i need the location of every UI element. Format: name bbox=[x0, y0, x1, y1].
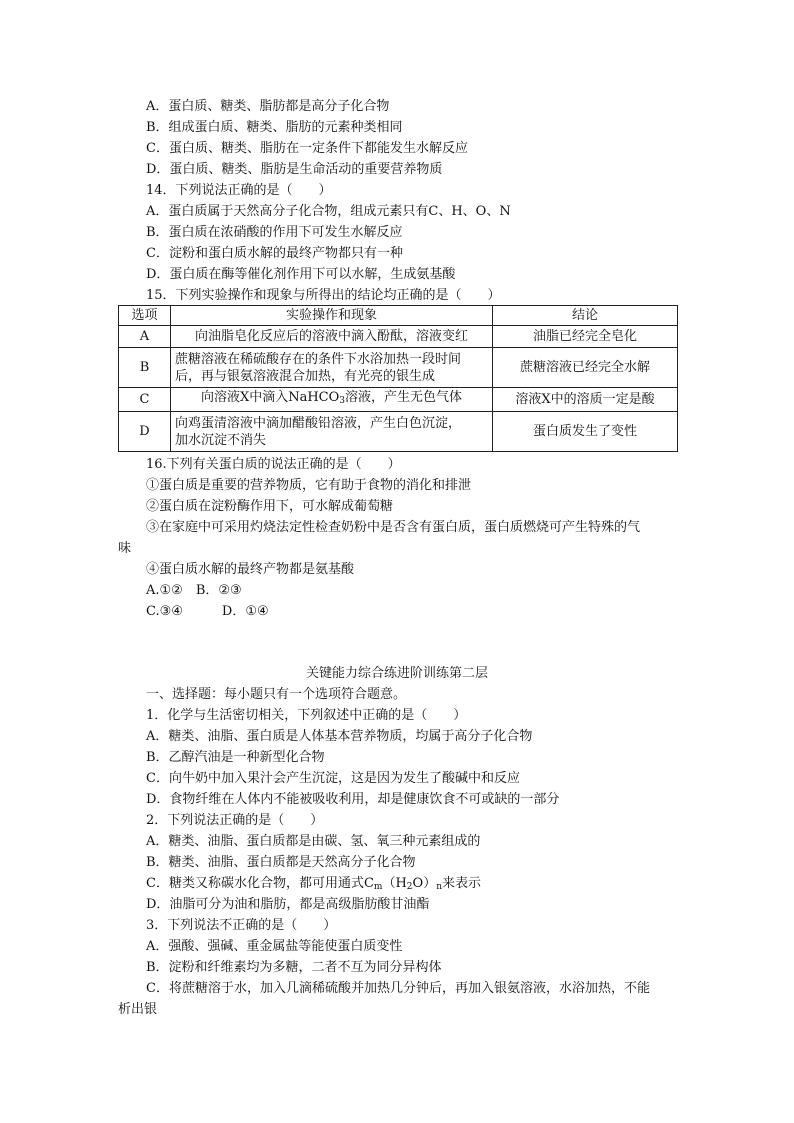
s1-stem: 1．化学与生活密切相关，下列叙述中正确的是（ ） bbox=[146, 708, 467, 723]
s2-c-pre: C．糖类又称碳水化合物，都可用通式C bbox=[146, 876, 374, 891]
s3-option-a: A．强酸、强碱、重金属盐等能使蛋白质变性 bbox=[146, 939, 403, 954]
s3-option-c: C．将蔗糖溶于水，加入几滴稀硫酸并加热几分钟后，再加入银氨溶液，水浴加热，不能 bbox=[146, 981, 650, 996]
subscript: 3 bbox=[339, 396, 346, 406]
header-operation: 实验操作和现象 bbox=[171, 306, 493, 326]
subscript-2: 2 bbox=[406, 882, 413, 892]
q13-option-d: D．蛋白质、糖类、脂肪是生命活动的重要营养物质 bbox=[146, 162, 443, 177]
s3-option-c-cont: 析出银 bbox=[118, 1002, 158, 1017]
subscript-n: n bbox=[436, 882, 442, 892]
q16-item-3: ③在家庭中可采用灼烧法定性检查奶粉中是否含有蛋白质，蛋白质燃烧可产生特殊的气 bbox=[146, 520, 641, 535]
table-row bbox=[119, 412, 678, 452]
row-conclusion: 蔗糖溶液已经完全水解 bbox=[493, 348, 678, 388]
q16-item-4: ④蛋白质水解的最终产物都是氨基酸 bbox=[146, 562, 355, 577]
row-option: C bbox=[119, 388, 171, 412]
row-option: D bbox=[119, 412, 171, 452]
row-conclusion: 蛋白质发生了变性 bbox=[493, 412, 678, 452]
row-option: B bbox=[119, 348, 171, 388]
row-conclusion: 油脂已经完全皂化 bbox=[493, 326, 678, 348]
row-operation-line1: 向鸡蛋清溶液中滴加醋酸铅溶液，产生白色沉淀， bbox=[175, 415, 462, 431]
s3-option-b: B．淀粉和纤维素均为多糖，二者不互为同分异构体 bbox=[146, 960, 442, 975]
s1-option-d: D．食物纤维在人体内不能被吸收利用，却是健康饮食不可或缺的一部分 bbox=[146, 792, 560, 807]
experiment-table bbox=[118, 305, 678, 452]
q13-option-a: A．蛋白质、糖类、脂肪都是高分子化合物 bbox=[146, 99, 390, 114]
row-operation-line2: 后，再与银氨溶液混合加热，有光亮的银生成 bbox=[175, 368, 436, 384]
row-operation bbox=[171, 388, 493, 412]
q14-option-d: D．蛋白质在酶等催化剂作用下可以水解，生成氨基酸 bbox=[146, 267, 456, 282]
q16-item-2: ②蛋白质在淀粉酶作用下，可水解成葡萄糖 bbox=[146, 499, 394, 514]
section-intro: 一、选择题：每小题只有一个选项符合题意。 bbox=[146, 687, 407, 702]
q14-option-b: B．蛋白质在浓硝酸的作用下可发生水解反应 bbox=[146, 225, 403, 240]
row-operation-line1: 蔗糖溶液在稀硫酸存在的条件下水浴加热一段时间 bbox=[175, 351, 462, 367]
s3-stem: 3．下列说法不正确的是（ ） bbox=[146, 918, 337, 933]
row-operation bbox=[171, 348, 493, 388]
s2-stem: 2．下列说法正确的是（ ） bbox=[146, 813, 324, 828]
table-header-row bbox=[119, 306, 678, 326]
q14-option-c: C．淀粉和蛋白质水解的最终产物都只有一种 bbox=[146, 246, 403, 261]
s2-c-mid: （H bbox=[382, 876, 407, 891]
q14-option-a: A．蛋白质属于天然高分子化合物，组成元素只有C、H、O、N bbox=[146, 204, 511, 219]
s2-c-mid2: O） bbox=[412, 876, 437, 891]
q16-item-1: ①蛋白质是重要的营养物质，它有助于食物的消化和排泄 bbox=[146, 478, 472, 493]
row-conclusion: 溶液X中的溶质一定是酸 bbox=[493, 388, 678, 412]
row-operation-tail: 溶液，产生无色气体 bbox=[345, 390, 463, 405]
row-operation-line2: 加水沉淀不消失 bbox=[175, 432, 267, 448]
row-option: A bbox=[119, 326, 171, 348]
q16-choices-2: C.③④ D．①④ bbox=[146, 604, 269, 619]
q16-stem: 16.下列有关蛋白质的说法正确的是（ ） bbox=[146, 457, 401, 472]
row-operation-text: 向溶液X中滴入NaHCO bbox=[200, 390, 340, 405]
table-row bbox=[119, 326, 678, 348]
s2-option-d: D．油脂可分为油和脂肪，都是高级脂肪酸甘油酯 bbox=[146, 897, 430, 912]
s1-option-a: A．糖类、油脂、蛋白质是人体基本营养物质，均属于高分子化合物 bbox=[146, 729, 533, 744]
section-title: 关键能力综合练进阶训练第二层 bbox=[305, 666, 488, 681]
q13-option-c: C．蛋白质、糖类、脂肪在一定条件下都能发生水解反应 bbox=[146, 141, 468, 156]
s1-option-b: B．乙醇汽油是一种新型化合物 bbox=[146, 750, 325, 765]
table-row bbox=[119, 348, 678, 388]
s2-option-c bbox=[146, 875, 481, 896]
q16-choices-1: A.①② B．②③ bbox=[146, 583, 242, 598]
header-conclusion: 结论 bbox=[493, 306, 678, 326]
q15-stem: 15．下列实验操作和现象与所得出的结论均正确的是（ ） bbox=[146, 288, 501, 303]
s2-c-post: 来表示 bbox=[442, 876, 482, 891]
s2-option-a: A．糖类、油脂、蛋白质都是由碳、氢、氧三种元素组成的 bbox=[146, 834, 481, 849]
q14-stem: 14．下列说法正确的是（ ） bbox=[146, 183, 332, 198]
subscript-m: m bbox=[373, 882, 383, 892]
row-operation bbox=[171, 412, 493, 452]
header-option: 选项 bbox=[119, 306, 171, 326]
s2-option-b: B．糖类、油脂、蛋白质都是天然高分子化合物 bbox=[146, 855, 416, 870]
s1-option-c: C．向牛奶中加入果汁会产生沉淀，这是因为发生了酸碱中和反应 bbox=[146, 771, 520, 786]
q16-item-3-cont: 味 bbox=[118, 541, 132, 556]
q13-option-b: B．组成蛋白质、糖类、脂肪的元素种类相同 bbox=[146, 120, 403, 135]
table-row bbox=[119, 388, 678, 412]
row-operation: 向油脂皂化反应后的溶液中滴入酚酞，溶液变红 bbox=[171, 326, 493, 348]
